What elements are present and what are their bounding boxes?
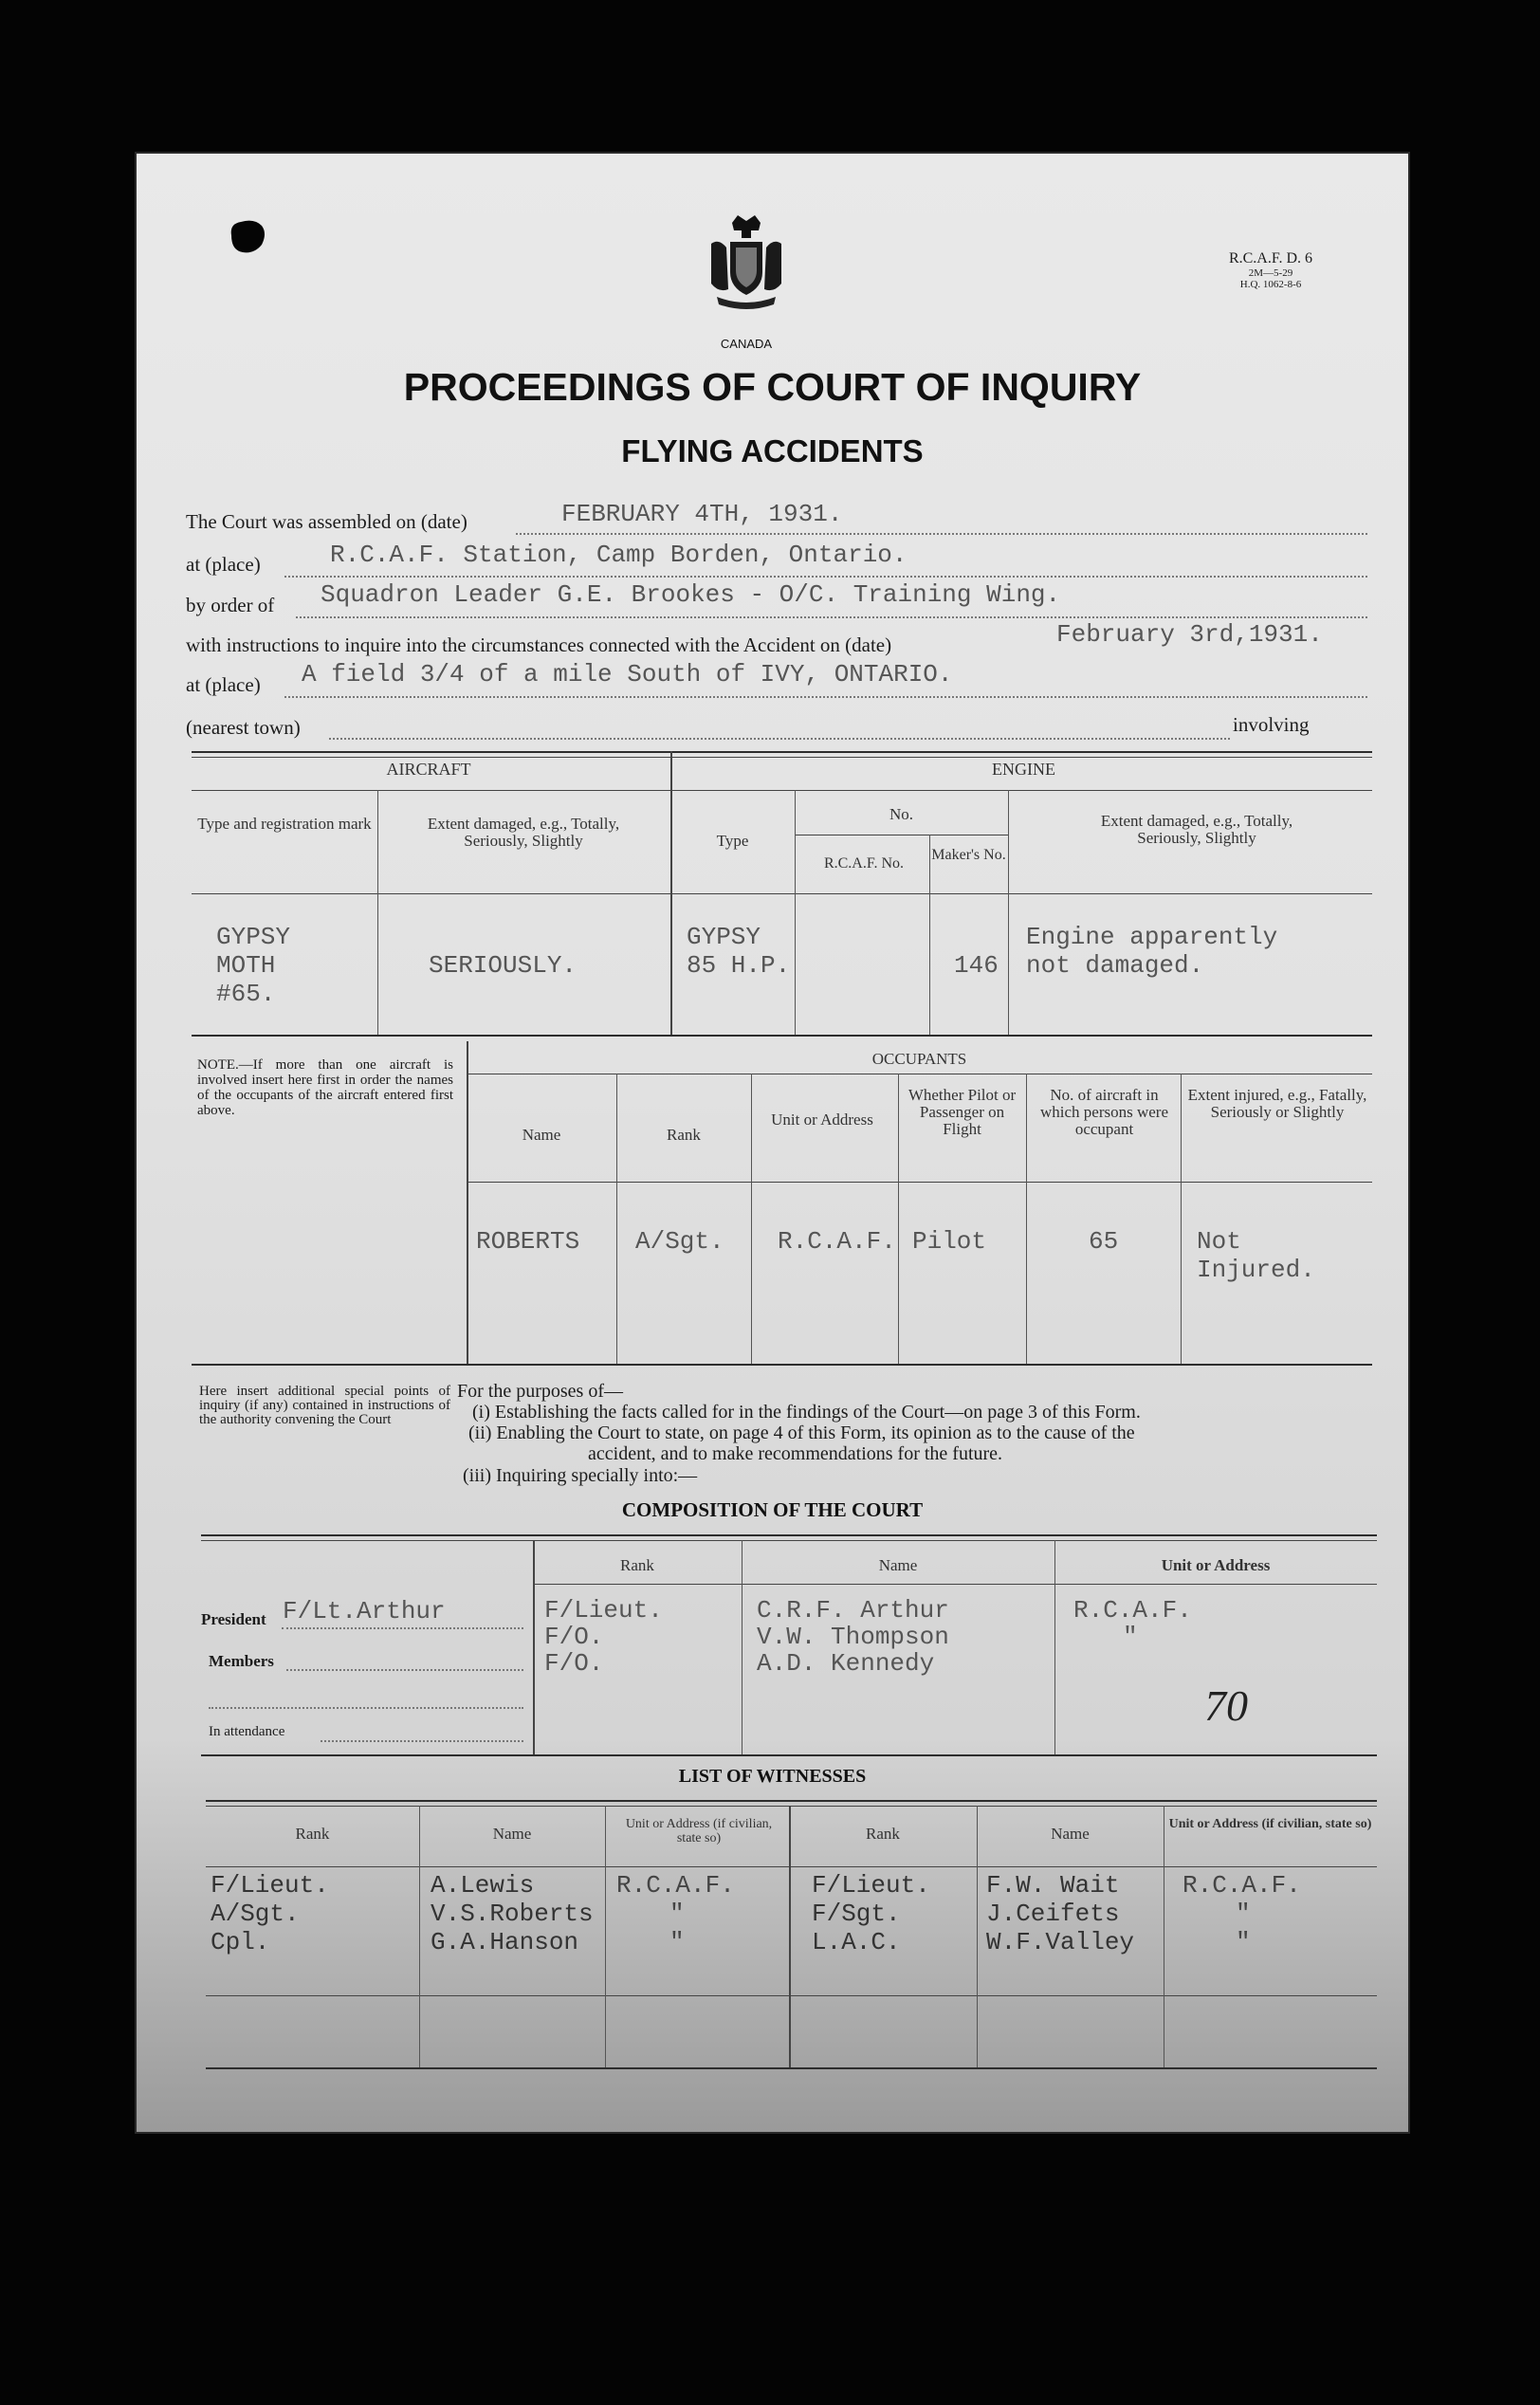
wit-left-name-2: V.S.Roberts: [431, 1900, 594, 1928]
comp-col-unit: Unit or Address: [1161, 1556, 1271, 1574]
accident-place-value: A field 3/4 of a mile South of IVY, ONTARIO.: [302, 660, 953, 688]
wit-right-name-2: J.Ceifets: [986, 1900, 1120, 1928]
occ-col-aircraft-no: No. of aircraft in which persons were occupant: [1039, 1086, 1168, 1138]
wit-left-rank-2: A/Sgt.: [211, 1900, 300, 1928]
engine-damage-line-2: not damaged.: [1026, 951, 1204, 980]
wit-left-unit-1: R.C.A.F.: [616, 1871, 735, 1900]
wit-right-unit-2: ": [1236, 1900, 1251, 1928]
col-rcaf-no: R.C.A.F. No.: [823, 855, 905, 872]
comp-rank-1: F/Lieut.: [544, 1596, 663, 1625]
accident-place-label: at (place): [186, 673, 261, 696]
ink-blot-icon: [226, 216, 269, 258]
comp-unit-2: ": [1123, 1623, 1138, 1651]
occ-col-unit: Unit or Address: [771, 1111, 873, 1129]
col-engine-extent: Extent damaged, e.g., Totally, Seriously, Slightly: [1100, 812, 1293, 847]
coat-of-arms-icon: [704, 213, 789, 318]
occ-rank-cell: A/Sgt.: [635, 1227, 724, 1256]
wit-left-name-3: G.A.Hanson: [431, 1928, 579, 1956]
wit-col-unit-left: Unit or Address (if civilian, state so): [625, 1817, 773, 1845]
aircraft-type-line-3: #65.: [216, 980, 276, 1008]
order-value: Squadron Leader G.E. Brookes - O/C. Training Wing.: [321, 580, 1061, 609]
aircraft-damage-cell: SERIOUSLY.: [429, 951, 578, 980]
members-label: Members: [209, 1652, 274, 1670]
president-value: F/Lt.Arthur: [283, 1597, 446, 1625]
accident-date: February 3rd,1931.: [1056, 620, 1323, 649]
col-engine-type: Type: [716, 832, 749, 850]
composition-header: COMPOSITION OF THE COURT: [621, 1498, 924, 1521]
form-id: R.C.A.F. D. 6: [1228, 250, 1313, 266]
wit-col-rank-right: Rank: [866, 1825, 900, 1843]
col-no: No.: [889, 805, 914, 823]
comp-name-2: V.W. Thompson: [757, 1623, 949, 1651]
makers-no-cell: 146: [954, 951, 999, 980]
comp-name-1: C.R.F. Arthur: [757, 1596, 949, 1625]
wit-right-rank-2: F/Sgt.: [812, 1900, 901, 1928]
occ-pilot-cell: Pilot: [912, 1227, 987, 1256]
attendance-label: In attendance: [209, 1724, 285, 1739]
page-title: PROCEEDINGS OF COURT OF INQUIRY: [403, 365, 1142, 409]
wit-left-ranks: [211, 1871, 329, 1956]
col-makers-no: Maker's No.: [931, 847, 1006, 863]
order-label: by order of: [186, 594, 275, 616]
occ-extent-line-2: Injured.: [1197, 1256, 1315, 1284]
aircraft-type-line-1: GYPSY: [216, 923, 291, 951]
wit-left-names: [431, 1871, 594, 1956]
place-label: at (place): [186, 553, 261, 576]
wit-col-unit-right: Unit or Address (if civilian, state so): [1168, 1817, 1372, 1831]
col-type-reg: Type and registration mark: [197, 815, 372, 833]
engine-type-cell: [687, 923, 790, 980]
occ-extent-cell: [1197, 1227, 1315, 1284]
comp-unit-1: R.C.A.F.: [1073, 1596, 1192, 1625]
col-extent-aircraft: Extent damaged, e.g., Totally, Seriously, Slightly: [427, 815, 620, 850]
comp-rank-cell: [544, 1597, 663, 1677]
comp-col-rank: Rank: [620, 1556, 654, 1574]
comp-col-name: Name: [878, 1556, 918, 1574]
purpose-item-2b: accident, and to make recommendations for the future.: [588, 1443, 1003, 1464]
wit-left-unit-2: ": [669, 1900, 685, 1928]
wit-col-name-right: Name: [1051, 1825, 1090, 1843]
form-code-block: [1195, 250, 1347, 290]
wit-left-rank-1: F/Lieut.: [211, 1871, 329, 1900]
wit-left-name-1: A.Lewis: [431, 1871, 535, 1900]
country-label: CANADA: [720, 337, 773, 351]
wit-right-name-3: W.F.Valley: [986, 1928, 1135, 1956]
assembled-date: FEBRUARY 4TH, 1931.: [561, 500, 843, 528]
place-value: R.C.A.F. Station, Camp Borden, Ontario.: [330, 541, 908, 569]
comp-rank-3: F/O.: [544, 1649, 604, 1678]
occ-name-cell: ROBERTS: [476, 1227, 580, 1256]
instructions-label: with instructions to inquire into the circumstances connected with the Accident on (date): [186, 633, 892, 656]
comp-rank-2: F/O.: [544, 1623, 604, 1651]
aircraft-type-line-2: MOTH: [216, 951, 276, 980]
wit-right-unit-3: ": [1236, 1928, 1251, 1956]
wit-right-rank-3: L.A.C.: [812, 1928, 901, 1956]
wit-left-units: [616, 1871, 735, 1956]
engine-header: ENGINE: [992, 760, 1055, 779]
form-page: [135, 152, 1410, 2134]
engine-type-line-1: GYPSY: [687, 923, 761, 951]
president-label: President: [201, 1610, 266, 1628]
page-subtitle: FLYING ACCIDENTS: [621, 433, 924, 468]
handwritten-page-number: 70: [1204, 1681, 1248, 1730]
purpose-item-1: (i) Establishing the facts called for in the findings of the Court—on page 3 of this Form.: [472, 1402, 1141, 1423]
occ-unit-cell: R.C.A.F.: [778, 1227, 896, 1256]
occ-col-extent: Extent injured, e.g., Fatally, Seriously or Slightly: [1187, 1086, 1367, 1121]
comp-name-cell: [757, 1597, 949, 1677]
occ-extent-line-1: Not: [1197, 1227, 1241, 1256]
comp-unit-cell: [1073, 1597, 1192, 1650]
assembled-label: The Court was assembled on (date): [186, 510, 468, 533]
occ-col-rank: Rank: [667, 1126, 701, 1144]
occupants-note: NOTE.—If more than one aircraft is involved insert here first in order the names of the occupants of the aircraft entered first above.: [197, 1057, 453, 1118]
occ-aircraft-no-cell: 65: [1089, 1227, 1119, 1256]
wit-left-unit-3: ": [669, 1928, 685, 1956]
wit-right-ranks: [812, 1871, 930, 1956]
purpose-item-3: (iii) Inquiring specially into:—: [463, 1465, 698, 1486]
aircraft-header: AIRCRAFT: [386, 760, 471, 779]
wit-right-rank-1: F/Lieut.: [812, 1871, 930, 1900]
aircraft-type-cell: [216, 923, 290, 1008]
form-code-1: 2M—5-29: [1248, 267, 1293, 279]
occ-col-name: Name: [522, 1126, 561, 1144]
purposes-side-note: Here insert additional special points of inquiry (if any) contained in instructions of the authority convening the Court: [199, 1384, 450, 1427]
wit-left-rank-3: Cpl.: [211, 1928, 270, 1956]
nearest-town-label: (nearest town): [186, 716, 301, 739]
comp-name-3: A.D. Kennedy: [757, 1649, 935, 1678]
purpose-item-2a: (ii) Enabling the Court to state, on page 4 of this Form, its opinion as to the cause of the: [468, 1423, 1135, 1443]
occ-col-pilot: Whether Pilot or Passenger on Flight: [908, 1086, 1017, 1138]
witnesses-header: LIST OF WITNESSES: [678, 1766, 867, 1787]
purposes-intro: For the purposes of—: [457, 1381, 623, 1402]
wit-right-units: [1182, 1871, 1301, 1956]
occupants-header: OCCUPANTS: [871, 1050, 967, 1068]
involving-label: involving: [1233, 713, 1310, 736]
wit-right-name-1: F.W. Wait: [986, 1871, 1120, 1900]
engine-damage-line-1: Engine apparently: [1026, 923, 1278, 951]
wit-right-unit-1: R.C.A.F.: [1182, 1871, 1301, 1900]
wit-right-names: [986, 1871, 1134, 1956]
wit-col-rank-left: Rank: [295, 1825, 330, 1843]
wit-col-name-left: Name: [492, 1825, 532, 1843]
engine-damage-cell: [1026, 923, 1277, 980]
form-code-2: H.Q. 1062-8-6: [1239, 279, 1302, 290]
engine-type-line-2: 85 H.P.: [687, 951, 791, 980]
